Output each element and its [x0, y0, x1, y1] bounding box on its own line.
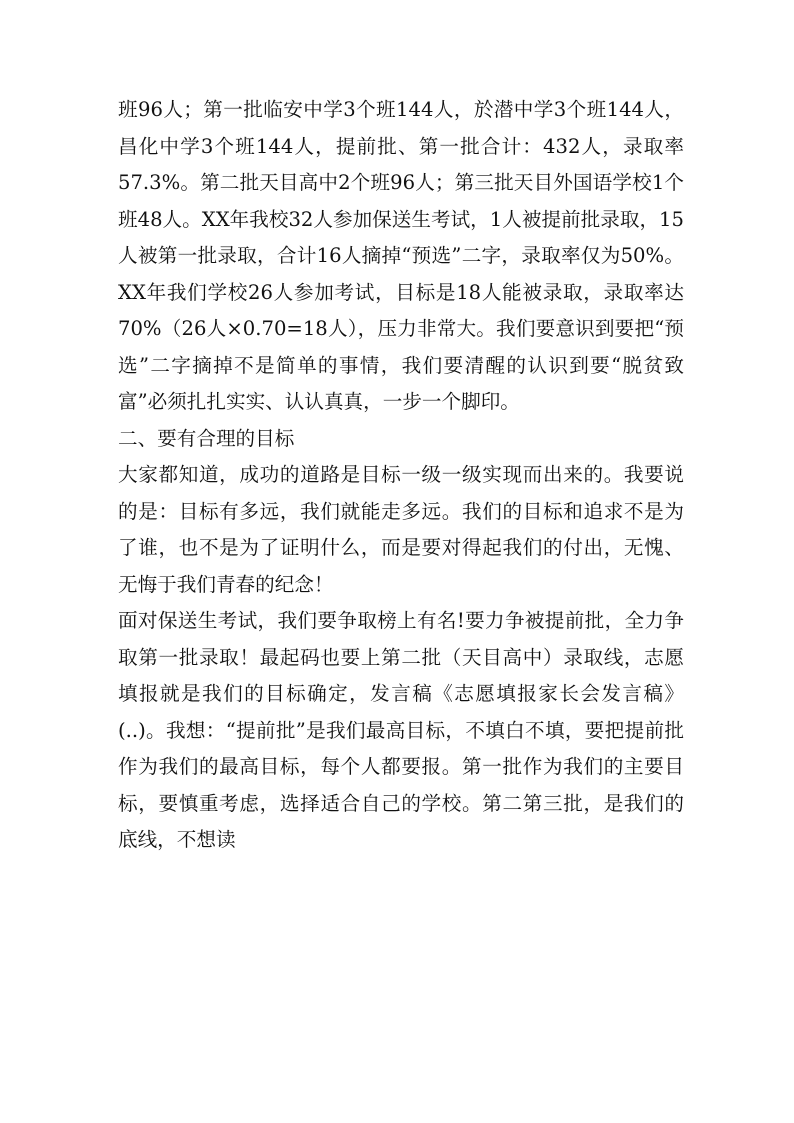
- paragraph-exam-targets: 面对保送生考试，我们要争取榜上有名!要力争被提前批，全力争取第一批录取！最起码也要上第二批（天目高中）录取线，志愿填报就是我们的目标确定，发言稿《志愿填报家长会发言稿》(..)。我想：“提前批”是我们最高目标，不填白不填，要把提前批作为我们的最高目标，每个人都要报。第一批作为我们的主要目标，要慎重考虑，选择适合自己的学校。第二第三批，是我们的底线，不想读: [118, 609, 684, 851]
- section-heading-reasonable-goals: 二、要有合理的目标: [118, 426, 295, 450]
- paragraph-goal-distance: 大家都知道，成功的道路是目标一级一级实现而出来的。我要说的是：目标有多远，我们就能走多远。我们的目标和追求不是为了谁，也不是为了证明什么，而是要对得起我们的付出，无愧、无悔于我们青春的纪念！: [118, 463, 684, 596]
- paragraph-enrollment-stats: 班96人；第一批临安中学3个班144人，於潜中学3个班144人，昌化中学3个班144人，提前批、第一批合计：432人，录取率57.3%。第二批天目高中2个班96人；第三批天目外国语学校1个班48人。XX年我校32人参加保送生考试，1人被提前批录取，15人被第一批录取，合计16人摘掉“预选”二字，录取率仅为50%。XX年我们学校26人参加考试，目标是18人能被录取，录取率达70%（26人×0.70=18人），压力非常大。我们要意识到要把“预选”二字摘掉不是简单的事情，我们要清醒的认识到要“脱贫致富”必须扎扎实实、认认真真，一步一个脚印。: [118, 98, 684, 413]
- document-body: [118, 92, 684, 859]
